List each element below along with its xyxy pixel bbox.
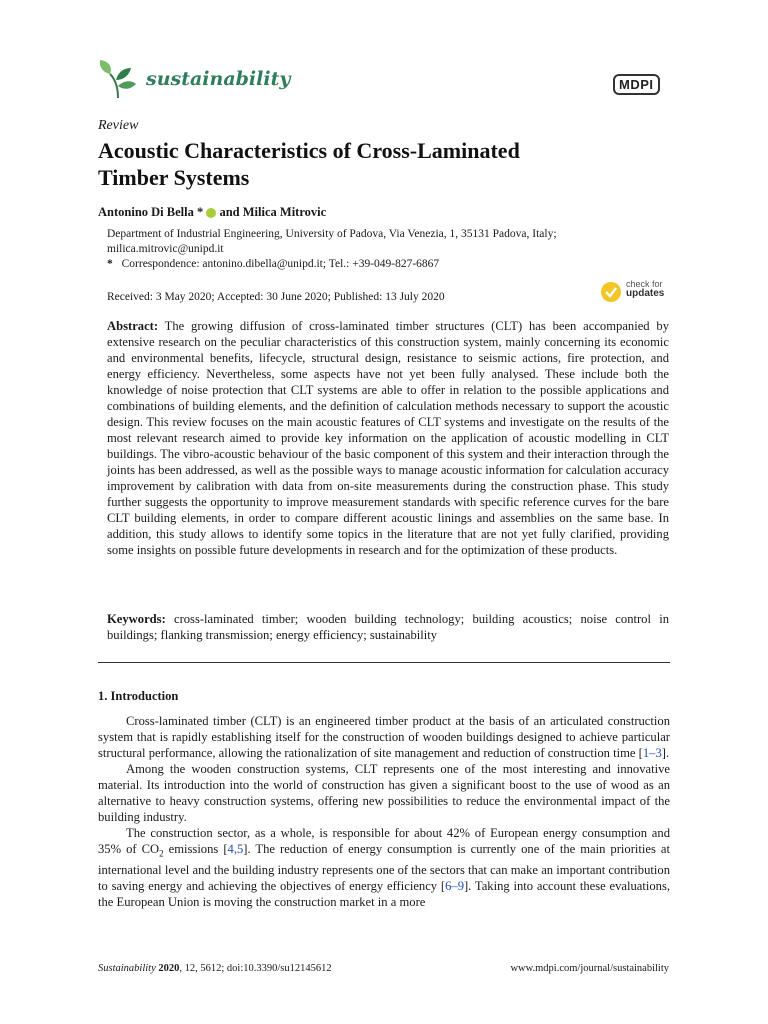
correspondence-text[interactable]: Correspondence: antonino.dibella@unipd.it; Tel.: +39-049-827-6867 <box>121 258 440 270</box>
citation-link[interactable]: 4,5 <box>227 842 244 856</box>
affiliation <box>107 227 667 257</box>
journal-logo[interactable] <box>98 58 291 102</box>
publisher-logo[interactable]: MDPI <box>613 74 660 95</box>
orcid-icon[interactable] <box>206 208 216 218</box>
abstract-label: Abstract: <box>107 319 159 333</box>
publication-dates: Received: 3 May 2020; Accepted: 30 June 2020; Published: 13 July 2020 <box>107 291 445 303</box>
title-line-1: Acoustic Characteristics of Cross-Laminated <box>98 138 520 163</box>
keywords-text: cross-laminated timber; wooden building technology; building acoustics; noise control in buildings; flanking transmission; energy efficiency; sustainability <box>107 612 669 642</box>
title-line-2: Timber Systems <box>98 165 250 190</box>
abstract <box>107 318 669 558</box>
check-for-updates-badge[interactable] <box>600 279 680 305</box>
footer-year: 2020 <box>155 963 180 974</box>
correspondence-marker: * <box>107 258 113 270</box>
correspondence <box>107 257 667 272</box>
leaf-logo-icon <box>98 58 138 100</box>
author-list <box>98 205 326 220</box>
affiliation-email[interactable]: milica.mitrovic@unipd.it <box>107 243 224 255</box>
abstract-text: The growing diffusion of cross-laminated timber structures (CLT) has been accompanied by extensive research on the peculiar characteristics of this construction system, mainly concerning its economic and environmental benefits, lifecycle, structural design, resistance to seismic actions, fire protection, and energy efficiency. Nevertheless, some aspects have not yet been fully analysed. These include both the knowledge of noise protection that CLT systems are able to offer in relation to the possible applications and combinations of building elements, and the definition of calculation methods necessary to support the acoustic design. This review focuses on the main acoustic features of CLT systems and investigate on the results of the most relevant research aimed to provide key information on the application of acoustic modelling in CLT buildings. The vibro-acoustic behaviour of the basic component of this system and their interaction through the joints has been addressed, as well as the possible ways to manage acoustic information for calculation accuracy improvement by calibration with data from on-site measurements during the construction phase. This study further suggests the opportunity to improve measurement standards with specific reference curves for the bare CLT building elements, in order to compare different acoustic linings and assemblies on the same base. In addition, this study allows to identify some topics in the literature that are not yet fully clarified, providing some insights on possible future developments in research and for the optimization of these products. <box>107 319 669 557</box>
citation-link[interactable]: 6–9 <box>445 878 464 893</box>
affiliation-line-1: Department of Industrial Engineering, University of Padova, Via Venezia, 1, 35131 Padova, Italy; <box>107 228 557 240</box>
intro-paragraph-1: Cross-laminated timber (CLT) is an engineered timber product at the basis of an articulated construction system that is rapidly establishing itself for the construction of wooden buildings designed to achieve particular structural performance, allowing the rationalization of site management and reduction of construction time [1–3]. <box>98 714 670 760</box>
keywords <box>107 611 669 643</box>
intro-paragraph-3: The construction sector, as a whole, is responsible for about 42% of European energy consumption and 35% of $CO_2$ emissions [4,5]. The reduction of energy consumption is currently one of the main priorities at international level and the building industry represents one of the sectors that can make an important contribution to saving energy and achieving the objectives of energy efficiency [6–9]. Taking into account these evaluations, the European Union is moving the construction market in a more <box>98 826 671 909</box>
footer-volume-doi[interactable]: , 12, 5612; doi:10.3390/su12145612 <box>179 963 332 974</box>
article-title <box>98 137 658 191</box>
check-updates-line-2: updates <box>626 288 665 299</box>
section-divider <box>98 662 670 663</box>
keywords-label: Keywords: <box>107 612 166 626</box>
check-updates-icon <box>600 281 622 303</box>
author-2[interactable]: and Milica Mitrovic <box>216 205 327 219</box>
journal-name: sustainability <box>146 68 291 90</box>
article-type: Review <box>98 118 139 133</box>
intro-paragraph-2: Among the wooden construction systems, CLT represents one of the most interesting and innovative material. Its introduction into the world of construction has given a significant boost to the use of wood as an alternative to heavy construction systems, offering new possibilities to reduce the environmental impact of the building industry. <box>98 762 670 824</box>
introduction-body <box>98 713 670 910</box>
citation-link[interactable]: 1–3 <box>642 746 662 760</box>
citation-footer <box>98 963 332 974</box>
section-heading-introduction: 1. Introduction <box>98 689 179 703</box>
check-updates-line-1: check for <box>626 279 663 289</box>
journal-url[interactable]: www.mdpi.com/journal/sustainability <box>510 963 669 974</box>
footer-journal: Sustainability <box>98 963 156 974</box>
author-1[interactable]: Antonino Di Bella * <box>98 205 204 219</box>
